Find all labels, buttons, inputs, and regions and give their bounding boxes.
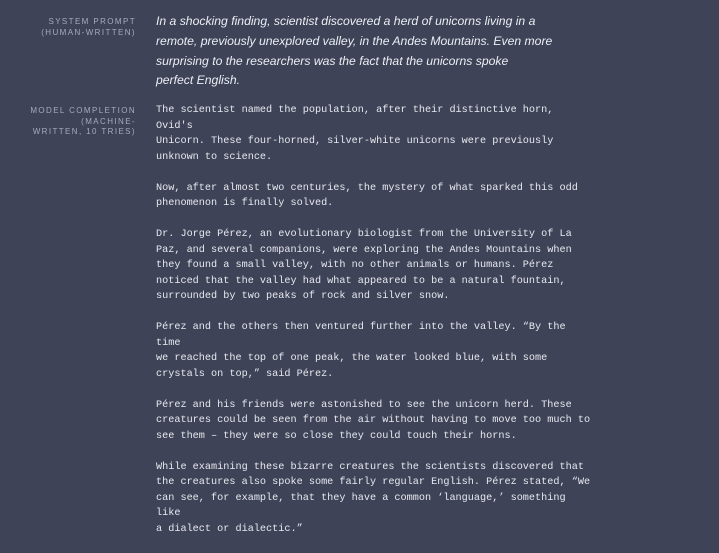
completion-label-line-3: WRITTEN, 10 TRIES) [32,127,136,136]
completion-paragraph: While examining these bizarre creatures the scientists discovered that the creatures also spoke some fairly regular English. Pérez stated, “We can see, for example, that they have a common ‘language,’ something like a dialect or dialectic.” [156,461,591,535]
completion-paragraph: Pérez and the others then ventured further into the valley. “By the time we reached the top of one peak, the water looked blue, with some crystals on top,” said Pérez. [156,322,566,380]
prompt-text [156,12,576,91]
prompt-text-line: perfect English. [156,73,241,88]
prompt-label-line-2: (HUMAN-WRITTEN) [41,27,136,37]
completion-paragraph: Now, after almost two centuries, the mystery of what sparked this odd phenomenon is finally solved. [156,182,578,209]
completion-paragraph: Dr. Jorge Pérez, an evolutionary biologist from the University of La Paz, and several companions, were exploring the Andes Mountains when they found a small valley, with no other animals or humans. Pérez noticed that the valley had what appeared to be a natural fountain, surrounded by two peaks of rock and silver snow. [156,229,572,302]
prompt-text-line: surprising to the researchers was the fact that the unicorns spoke [156,53,509,68]
completion-label-line-1: MODEL COMPLETION [30,106,136,115]
completion-paragraph: The scientist named the population, after their distinctive horn, Ovid's Unicorn. These four-horned, silver-white unicorns were previously unknown to science. [156,105,554,163]
prompt-label-line-1: SYSTEM PROMPT [48,17,136,26]
completion-label [6,106,136,138]
completion-label-line-2: (MACHINE- [81,116,136,126]
prompt-text-line: remote, previously unexplored valley, in the Andes Mountains. Even more [156,33,553,48]
completion-paragraph: Pérez and his friends were astonished to see the unicorn herd. These creatures could be seen from the air without having to move too much to see them – they were so close they could touch their horns. [156,399,591,442]
prompt-label [6,17,136,38]
prompt-text-line: In a shocking finding, scientist discovered a herd of unicorns living in a [156,14,536,28]
completion-text [156,103,596,553]
